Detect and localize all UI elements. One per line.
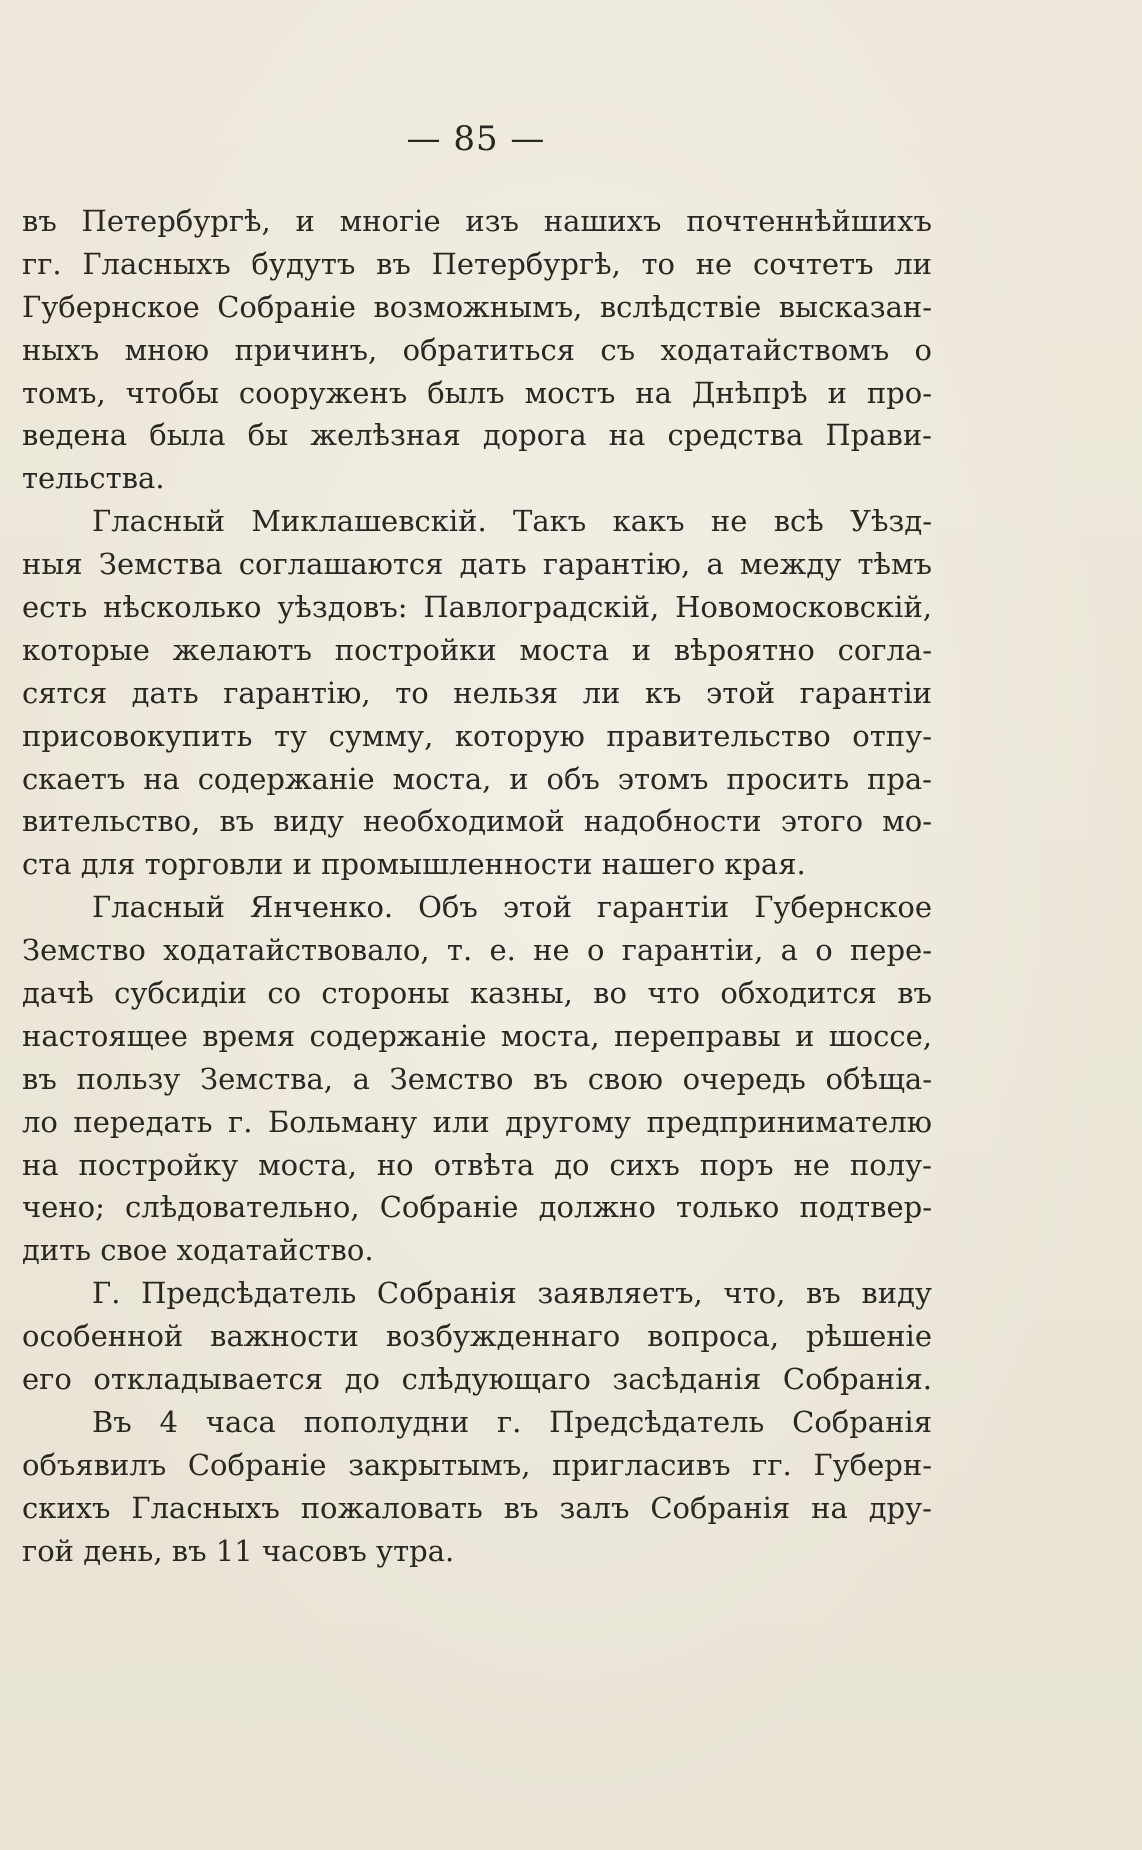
text-line: Въ 4 часа пополудни г. Предсѣдатель Собранія xyxy=(92,1404,932,1439)
text-line: Земство ходатайствовало, т. е. не о гарантіи, а о пере- xyxy=(22,933,932,968)
text-line: въ пользу Земства, а Земство въ свою очередь обѣща- xyxy=(22,1061,932,1096)
text-line: въ Петербургѣ, и многіе изъ нашихъ почтеннѣйшихъ xyxy=(22,204,932,238)
text-line: ныхъ мною причинъ, обратиться съ ходатайствомъ о xyxy=(22,332,932,367)
paragraph-3 xyxy=(22,886,932,1272)
text-line: присовокупить ту сумму, которую правительство отпу- xyxy=(22,718,932,753)
text-line: дачѣ субсидіи со стороны казны, во что обходится въ xyxy=(22,976,932,1011)
text-line: объявилъ Собраніе закрытымъ, пригласивъ гг. Губерн- xyxy=(22,1447,932,1482)
text-line: дить свое ходатайство. xyxy=(22,1233,374,1268)
text-line: сятся дать гарантію, то нельзя ли къ этой гарантіи xyxy=(22,675,932,710)
text-line: гг. Гласныхъ будутъ въ Петербургѣ, то не сочтетъ ли xyxy=(22,246,932,281)
text-line: есть нѣсколько уѣздовъ: Павлоградскій, Новомосковскій, xyxy=(22,590,932,625)
text-line: тельства. xyxy=(22,461,165,496)
text-line: Гласный Янченко. Объ этой гарантіи Губернское xyxy=(92,890,932,925)
text-line: настоящее время содержаніе моста, переправы и шоссе, xyxy=(22,1018,932,1053)
text-line: ло передать г. Больману или другому предпринимателю xyxy=(22,1104,932,1139)
text-line: скаетъ на содержаніе моста, и объ этомъ просить пра- xyxy=(22,761,932,796)
text-line: которые желаютъ постройки моста и вѣроятно согла- xyxy=(22,632,932,667)
paragraph-2 xyxy=(22,500,932,886)
text-line: Губернское Собраніе возможнымъ, вслѣдствіе высказан- xyxy=(22,289,932,324)
text-line: Г. Предсѣдатель Собранія заявляетъ, что, въ виду xyxy=(92,1276,932,1311)
text-line: Гласный Миклашевскій. Такъ какъ не всѣ Уѣзд- xyxy=(92,504,932,539)
text-line: гой день, въ 11 часовъ утра. xyxy=(22,1533,455,1568)
text-line: вительство, въ виду необходимой надобности этого мо- xyxy=(22,804,932,839)
paragraph-1 xyxy=(22,200,932,500)
text-line: особенной важности возбужденнаго вопроса, рѣшеніе xyxy=(22,1319,932,1354)
paragraph-4 xyxy=(22,1272,932,1401)
text-line: скихъ Гласныхъ пожаловать въ залъ Собранія на дру- xyxy=(22,1490,932,1525)
paragraph-5 xyxy=(22,1401,932,1573)
text-line: его откладывается до слѣдующаго засѣданія Собранія. xyxy=(22,1362,932,1397)
text-line: на постройку моста, но отвѣта до сихъ поръ не полу- xyxy=(22,1147,932,1182)
text-line: ныя Земства соглашаются дать гарантію, а между тѣмъ xyxy=(22,547,932,582)
text-line: чено; слѣдовательно, Собраніе должно только подтвер- xyxy=(22,1190,932,1225)
text-line: ведена была бы желѣзная дорога на средства Прави- xyxy=(22,418,932,453)
text-line: томъ, чтобы сооруженъ былъ мостъ на Днѣпрѣ и про- xyxy=(22,375,932,410)
page-number: — 85 — xyxy=(406,119,546,159)
body-text xyxy=(22,200,932,1573)
text-line: ста для торговли и промышленности нашего края. xyxy=(22,847,806,882)
